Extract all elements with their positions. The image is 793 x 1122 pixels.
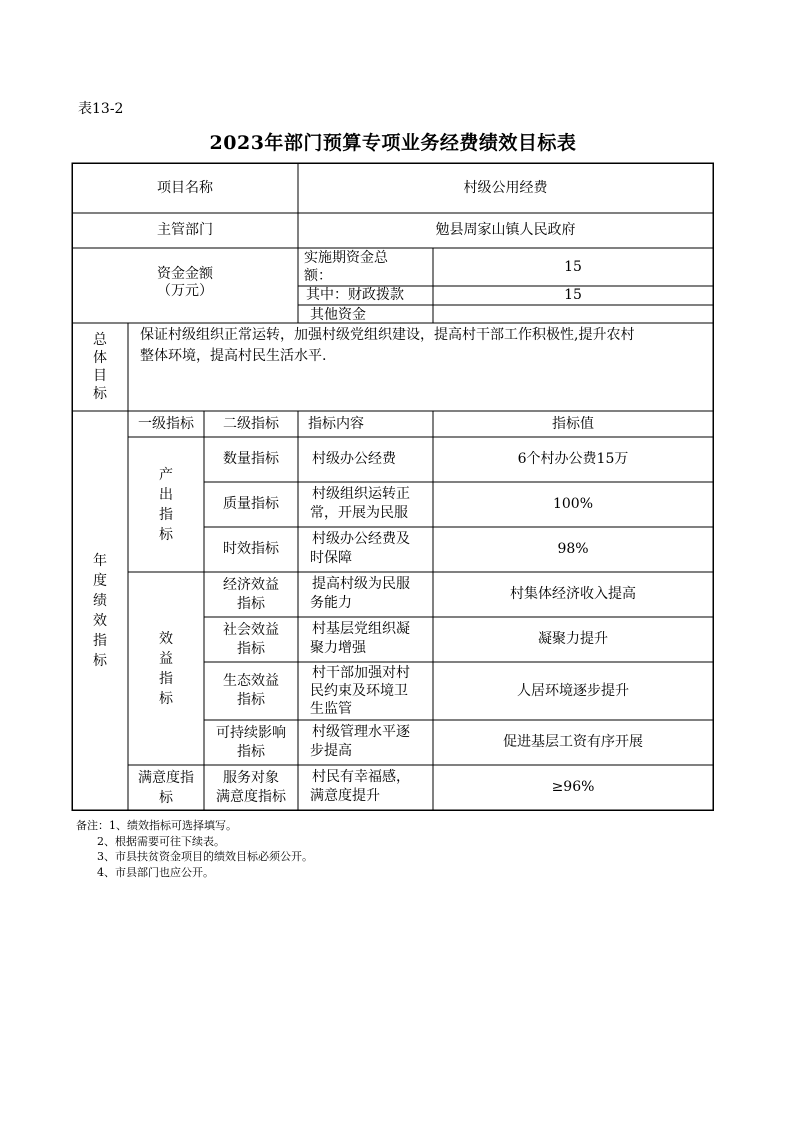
table-row-7-value: ≥96% — [551, 779, 595, 795]
funds-label-line2: （万元） — [157, 282, 213, 299]
other-funds-value — [433, 305, 713, 323]
row-3-content-line1: 提高村级为民服 — [312, 576, 410, 592]
row-5-level2-line1: 生态效益 — [223, 673, 279, 689]
row-2-content-line1: 村级办公经费及 — [312, 531, 410, 547]
table-row-7-level2 — [204, 765, 298, 810]
row-5-content-line2: 民约束及环境卫 — [310, 683, 408, 699]
table-row-0-value: 6个村办公费15万 — [517, 451, 629, 467]
table-row-4-content — [298, 619, 433, 662]
total-funds-label-line1: 实施期资金总 — [304, 250, 388, 266]
table-row-0-level2 — [204, 437, 298, 482]
table-row-2-content — [298, 529, 433, 572]
row-2-level2-line1: 时效指标 — [223, 541, 279, 557]
row-2-content-line2: 时保障 — [310, 550, 352, 566]
table-row-7-content — [298, 767, 433, 810]
row-7-level2-line1: 服务对象 — [223, 769, 279, 786]
overall-goal-line2: 整体环境，提高村民生活水平. — [140, 348, 327, 364]
funds-label — [72, 248, 298, 323]
total-funds-value: 15 — [564, 258, 582, 275]
header-content: 指标内容 — [308, 415, 364, 432]
row-6-content-line1: 村级管理水平逐 — [312, 724, 410, 740]
benefit-indicators-label: 效 益 指 标 — [159, 630, 173, 707]
table-row-6-content — [298, 722, 433, 765]
table-row-1-content — [298, 483, 433, 527]
table-row-5-content — [298, 664, 433, 720]
table-row-1-level2 — [204, 482, 298, 527]
fiscal-funds-label: 其中：财政拨款 — [306, 287, 404, 303]
header-level1: 一级指标 — [138, 415, 194, 432]
table-number: 表13-2 — [78, 101, 124, 117]
table-row-2-value: 98% — [557, 541, 589, 557]
table-row-6-value: 促进基层工资有序开展 — [503, 734, 643, 750]
satisfaction-label-line2: 标 — [159, 789, 173, 806]
row-7-content-line2: 满意度提升 — [310, 788, 380, 804]
total-funds-label-line2: 额： — [304, 268, 332, 284]
row-0-level2-line1: 数量指标 — [223, 451, 279, 467]
row-5-content-line3: 生监管 — [310, 701, 352, 717]
note-3: 3、市县扶贫资金项目的绩效目标必须公开。 — [76, 850, 313, 863]
funds-label-line1: 资金金额 — [157, 265, 213, 282]
header-level2: 二级指标 — [223, 415, 279, 432]
row-4-content-line1: 村基层党组织凝 — [312, 621, 410, 637]
total-funds-label — [298, 249, 433, 286]
row-3-level2-line2: 指标 — [237, 595, 265, 612]
row-4-content-line2: 聚力增强 — [310, 640, 366, 656]
project-name-value: 村级公用经费 — [463, 179, 548, 196]
overall-goal-text — [128, 325, 713, 411]
table-row-3-value: 村集体经济收入提高 — [510, 586, 636, 602]
department-label: 主管部门 — [157, 222, 213, 238]
overall-goal-line1: 保证村级组织正常运转，加强村级党组织建设，提高村干部工作积极性,提升农村 — [140, 327, 635, 343]
row-3-content-line2: 务能力 — [310, 595, 352, 611]
project-name-label: 项目名称 — [157, 179, 213, 196]
row-1-content-line1: 村级组织运转正 — [312, 486, 410, 502]
table-row-3-content — [298, 574, 433, 617]
row-3-level2-line1: 经济效益 — [223, 576, 279, 593]
note-1: 备注：1、绩效指标可选择填写。 — [76, 819, 237, 832]
row-6-level2-line1: 可持续影响 — [216, 724, 286, 741]
header-value: 指标值 — [552, 415, 594, 432]
row-7-content-line1: 村民有幸福感， — [312, 769, 410, 785]
satisfaction-indicators-label — [128, 765, 204, 810]
row-4-level2-line1: 社会效益 — [223, 621, 279, 638]
annual-indicators-label: 年 度 绩 效 指 标 — [93, 552, 107, 669]
other-funds-label: 其他资金 — [310, 307, 366, 323]
row-1-level2-line1: 质量指标 — [223, 496, 279, 512]
satisfaction-label-line1: 满意度指 — [138, 769, 194, 786]
row-0-content-line1: 村级办公经费 — [312, 451, 396, 467]
overall-goal-label: 总 体 目 标 — [93, 332, 107, 402]
row-5-content-line1: 村干部加强对村 — [312, 665, 410, 681]
row-4-level2-line2: 指标 — [237, 640, 265, 657]
department-value: 勉县周家山镇人民政府 — [435, 222, 576, 238]
table-row-4-value: 凝聚力提升 — [538, 631, 608, 647]
page-title: 2023年部门预算专项业务经费绩效目标表 — [209, 132, 577, 154]
fiscal-funds-value: 15 — [564, 287, 582, 303]
row-5-level2-line2: 指标 — [237, 692, 265, 708]
row-1-content-line2: 常，开展为民服 — [310, 505, 408, 521]
table-row-3-level2 — [204, 572, 298, 617]
table-row-4-level2 — [204, 617, 298, 662]
notes — [76, 818, 313, 880]
row-7-level2-line2: 满意度指标 — [216, 788, 286, 805]
row-6-level2-line2: 指标 — [237, 743, 265, 760]
table-row-5-value: 人居环境逐步提升 — [517, 682, 629, 699]
note-4: 4、市县部门也应公开。 — [76, 865, 214, 879]
row-6-content-line2: 步提高 — [310, 743, 352, 759]
note-2: 2、根据需要可往下续表。 — [76, 834, 225, 848]
table-row-1-value: 100% — [552, 496, 594, 512]
output-indicators-label: 产 出 指 标 — [159, 466, 173, 543]
table-row-6-level2 — [204, 720, 298, 765]
table-row-0-content — [298, 437, 433, 482]
table-row-5-level2 — [204, 662, 298, 720]
table-row-2-level2 — [204, 527, 298, 572]
